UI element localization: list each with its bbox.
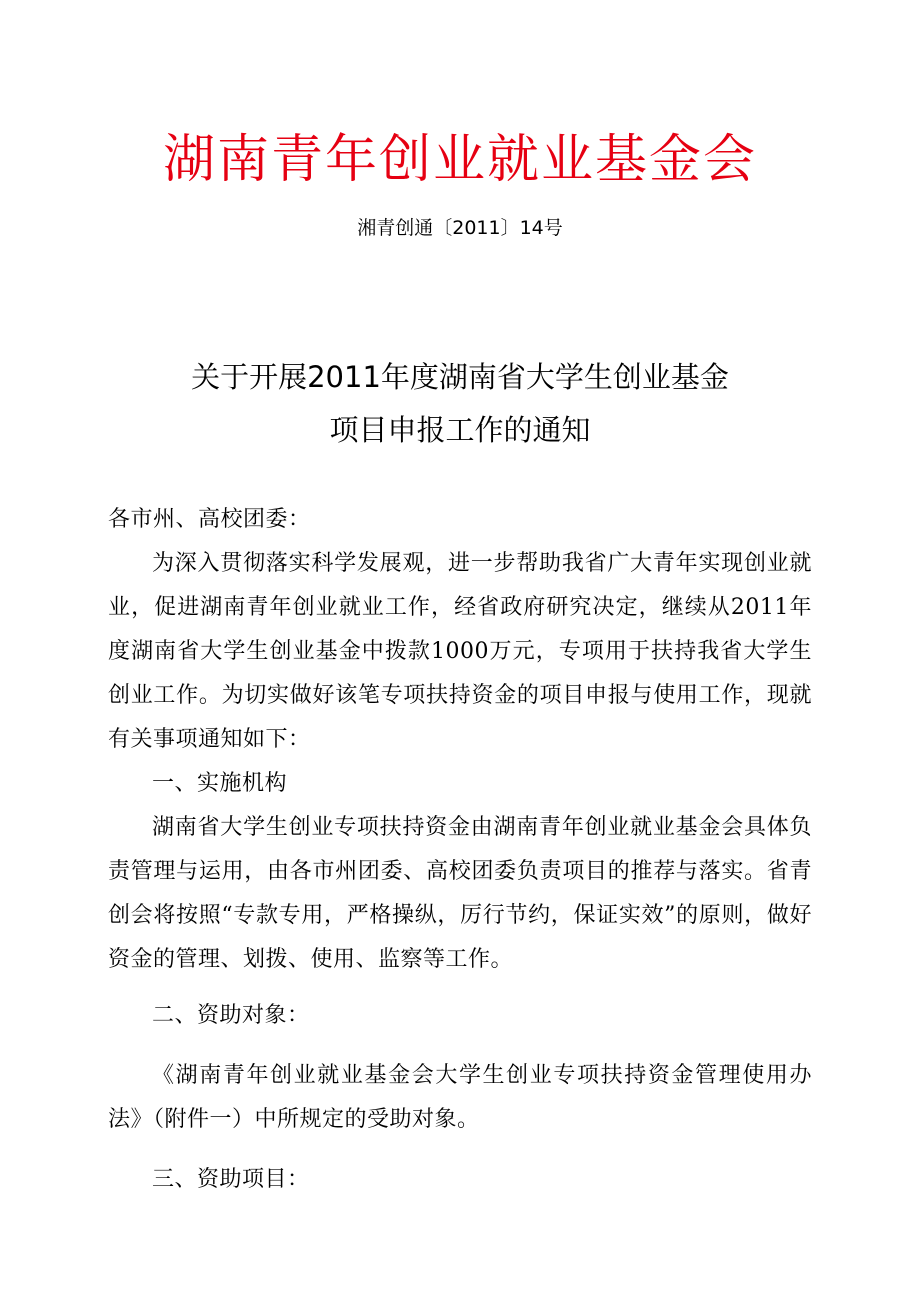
salutation: 各市州、高校团委： xyxy=(108,507,311,532)
doc-number: 湘青创通〔2011〕14号 xyxy=(357,217,563,239)
section2-heading: 二、资助对象： xyxy=(152,1003,310,1028)
notice-title-line1: 关于开展2011年度湖南省大学生创业基金 xyxy=(191,360,729,394)
notice-title-line2: 项目申报工作的通知 xyxy=(329,413,591,447)
section1-heading: 一、实施机构 xyxy=(152,771,288,796)
section1-paragraph: 湖南省大学生创业专项扶持资金由湖南青年创业就业基金会具体负责管理与运用，由各市州团委、高校团委负责项目的推荐与落实。省青创会将按照“专款专用，严格操纵，厉行节约，保证实效”的原则，做好资金的管理、划拨、使用、监察等工作。 xyxy=(108,815,812,972)
section2-paragraph: 《湖南青年创业就业基金会大学生创业专项扶持资金管理使用办法》（附件一）中所规定的受助对象。 xyxy=(108,1063,812,1132)
section3-heading: 三、资助项目： xyxy=(152,1167,310,1192)
org-title: 湖南青年创业就业基金会 xyxy=(162,130,757,190)
intro-paragraph: 为深入贯彻落实科学发展观，进一步帮助我省广大青年实现创业就业，促进湖南青年创业就业工作，经省政府研究决定，继续从2011年度湖南省大学生创业基金中拨款1000万元，专项用于扶持我省大学生创业工作。为切实做好该笔专项扶持资金的项目申报与使用工作，现就有关事项通知如下： xyxy=(108,551,812,752)
notice-body xyxy=(108,498,812,1202)
